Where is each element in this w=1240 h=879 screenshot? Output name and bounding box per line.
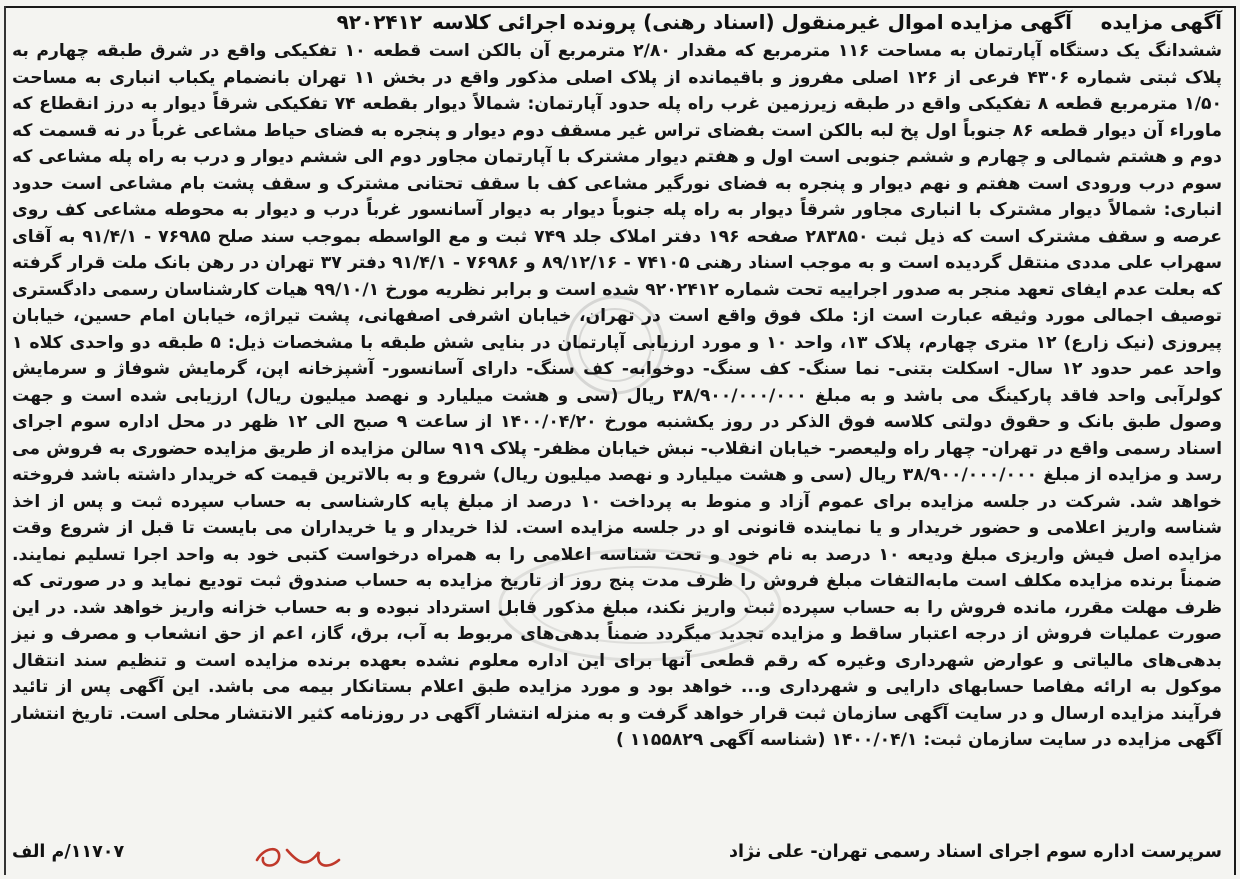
notice-body	[12, 38, 1222, 754]
notice-paragraph: ششدانگ یک دستگاه آپارتمان به مساحت ۱۱۶ مترمربع که مقدار ۲/۸۰ مترمربع آن بالکن است قطعه ۱۰ تفکیکی واقع در شرق طبقه چهارم به پلاک ثبتی شماره ۴۳۰۶ فرعی از ۱۲۶ اصلی مفروز و باقیمانده از پلاک اصلی مذکور واقع در بخش ۱۱ تهران بانضمام یکباب انباری به مساحت ۱/۵۰ مترمربع قطعه ۸ تفکیکی واقع در طبقه زیرزمین غرب راه پله حدود آپارتمان: شمالاً دیوار بقطعه ۷۴ تفکیکی شرقاً دیوار به درز انقطاع که ماوراء آن دیوار قطعه ۸۶ جنوباً اول پخ لبه بالکن است بفضای تراس غیر مسقف دوم دیوار و پنجره به فضای حیاط مشاعی غرباً در نه قسمت که دوم و هشتم شمالی و چهارم و ششم جنوبی است اول و هفتم دیوار مشترک با آپارتمان مجاور دوم الی ششم دیوار و درب به راه پله مشاعی که سوم درب ورودی است هفتم و نهم دیوار و پنجره به فضای نورگیر مشاعی کف با سقف تحتانی مشترک و سقف پشت بام مشاعی است حدود انباری: شمالاً دیوار مشترک با انباری مجاور شرقاً دیوار به راه پله جنوباً دیوار به دیوار آسانسور غرباً درب و دیوار به محوطه مشاعی کف روی عرصه و سقف مشترک است که ذیل ثبت ۲۸۳۸۵۰ صفحه ۱۹۶ دفتر املاک جلد ۷۴۹ ثبت و مع الواسطه بموجب سند صلح ۷۶۹۸۵ - ۹۱/۴/۱ به آقای سهراب علی مددی منتقل گردیده است و به موجب اسناد رهنی ۷۴۱۰۵ - ۸۹/۱۲/۱۶ و ۷۶۹۸۶ - ۹۱/۴/۱ دفتر ۳۷ تهران در رهن بانک ملت قرار گرفته که بعلت عدم ایفای تعهد منجر به صدور اجراییه تحت شماره ۹۲۰۲۴۱۲ شده است و برابر نظریه مورخ ۹۹/۱۰/۱ هیات کارشناسان رسمی دادگستری توصیف اجمالی مورد وثیقه عبارت است از: ملک فوق واقع است در تهران، خیابان اشرفی اصفهانی، پشت تیراژه، خیابان امام حسین، خیابان پیروزی (نیک زارع) ۱۲ متری چهارم، پلاک ۱۳، واحد ۱۰ و مورد ارزیابی آپارتمان در بنایی شش طبقه با مشخصات ذیل: ۵ طبقه دو واحدی کلاه ۱ واحد عمر حدود ۱۲ سال- اسکلت بتنی- نما سنگ- کف سنگ- دوخوابه- کف سنگ- دارای آسانسور- آشپزخانه اپن، گرمایش شوفاژ و سرمایش کولرآبی واحد فاقد پارکینگ می باشد و به مبلغ ۳۸/۹۰۰/۰۰۰/۰۰۰ ریال (سی و هشت میلیارد و نهصد میلیون ریال) ارزیابی شده است و جهت وصول طبق بانک و حقوق دولتی کلاسه فوق الذکر در روز یکشنبه مورخ ۱۴۰۰/۰۴/۲۰ از ساعت ۹ صبح الی ۱۲ ظهر در محل اداره سوم اجرای اسناد رسمی واقع در تهران- چهار راه ولیعصر- خیابان انقلاب- نبش خیابان مظفر- پلاک ۹۱۹ سالن مزایده از طریق مزایده حضوری به فروش می رسد و مزایده از مبلغ ۳۸/۹۰۰/۰۰۰/۰۰۰ ریال (سی و هشت میلیارد و نهصد میلیون ریال) شروع و به بالاترین قیمت که خریدار داشته باشد فروخته خواهد شد. شرکت در جلسه مزایده برای عموم آزاد و منوط به پرداخت ۱۰ درصد از مبلغ پایه کارشناسی به حساب سپرده ثبت و پس از اخذ شناسه واریز اعلامی و حضور خریدار و یا نماینده قانونی او در جلسه مزایده است. لذا خریدار و یا خریداران می بایست تا قبل از شروع وقت مزایده اصل فیش واریزی مبلغ ودیعه ۱۰ درصد به نام خود و تحت شناسه اعلامی را به همراه درخواست کتبی خود به واحد اجرا تسلیم نمایند. ضمناً برنده مزایده مکلف است مابه‌التفات مبلغ فروش را ظرف مدت پنج روز از تاریخ مزایده به حساب صندوق ثبت تودیع نماید و در صورتی که ظرف مهلت مقرر، مانده فروش را به حساب سپرده ثبت واریز نکند، مبلغ مذکور قابل استرداد نبوده و به حساب خزانه واریز خواهد شد. در این صورت عملیات فروش از درجه اعتبار ساقط و مزایده تجدید میگردد ضمناً بدهی‌های مربوط به آب، برق، گاز، اعم از حق انشعاب و مصرف و نیز بدهی‌های مالیاتی و عوارض شهرداری وغیره که رقم قطعی آنها برای این اداره معلوم نشده بعهده برنده مزایده است و تنظیم سند انتقال موکول به ارائه مفاصا حسابهای دارایی و شهرداری و... خواهد بود و مورد مزایده طبق اعلام بستانکار بیمه می باشد. این آگهی پس از تائید فرآیند مزایده ارسال و در سایت آگهی سازمان ثبت قرار خواهد گرفت و به منزله انتشار آگهی در روزنامه کثیر الانتشار محلی است. تاریخ انتشار آگهی مزایده در سایت سازمان ثبت: ۱۴۰۰/۰۴/۱ (شناسه آگهی ۱۱۵۵۸۲۹ )	[12, 41, 1223, 750]
signature-line: سرپرست اداره سوم اجرای اسناد رسمی تهران- علی نژاد	[728, 842, 1222, 862]
handwritten-mark-icon	[247, 838, 347, 876]
right-border-line	[1234, 6, 1236, 875]
notice-label: آگهی مزایده	[1100, 10, 1222, 34]
reference-number: ۱۱۷۰۷/م الف	[12, 842, 125, 862]
case-number: ۹۲۰۲۴۱۲	[336, 10, 423, 34]
notice-title-row	[337, 10, 1072, 34]
notice-header	[18, 10, 1222, 40]
notice-title: آگهی مزایده اموال غیرمنقول (اسناد رهنی) پرونده اجرائی کلاسه	[432, 10, 1072, 34]
left-border-line	[4, 6, 6, 875]
notice-footer	[12, 842, 1222, 870]
top-border-line	[4, 6, 1236, 8]
